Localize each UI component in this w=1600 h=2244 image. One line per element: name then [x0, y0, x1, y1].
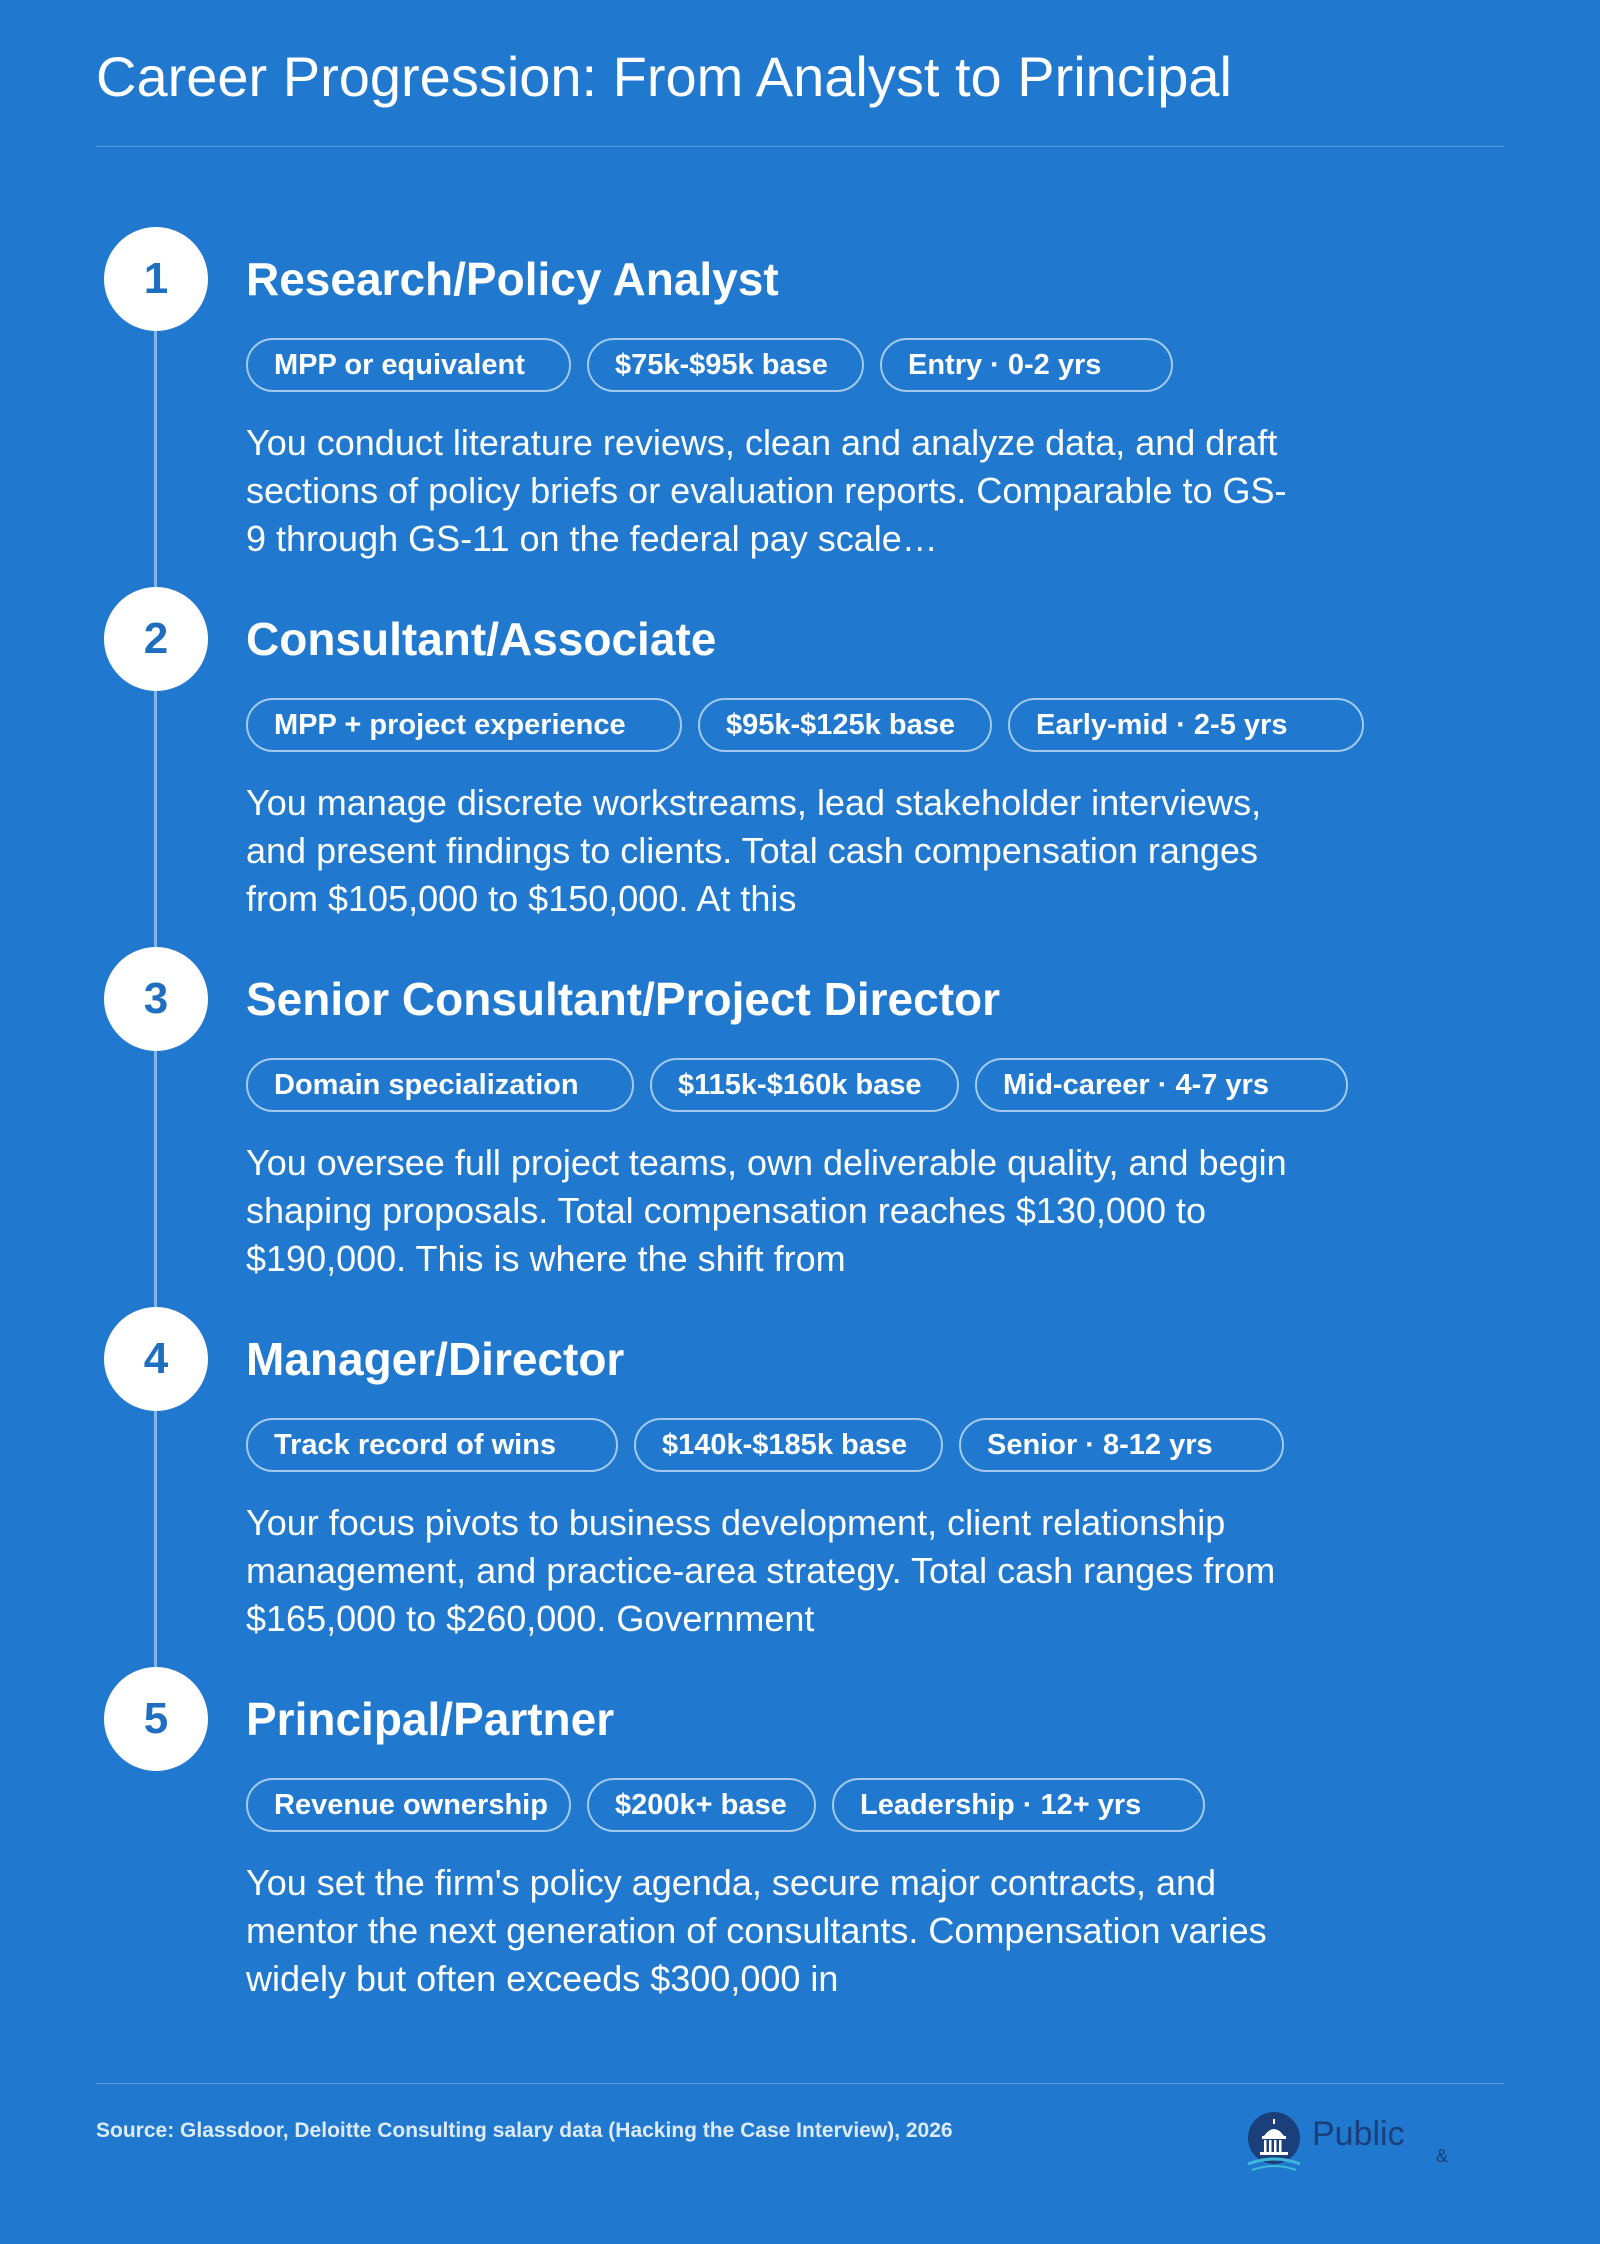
- header-divider: [96, 146, 1504, 147]
- logo: [1244, 2108, 1504, 2178]
- step-description: You manage discrete workstreams, lead stakeholder interviews, and present findings to clients. Total cash compensation ranges from $105,000 to $150,000. At this: [246, 782, 1262, 919]
- step-title: Principal/Partner: [246, 1693, 615, 1745]
- step-tags: [246, 1418, 1284, 1472]
- tag-level: Mid-career · 4-7 yrs: [975, 1058, 1348, 1112]
- tag-level: Entry · 0-2 yrs: [880, 338, 1173, 392]
- step-description: You set the firm's policy agenda, secure major contracts, and mentor the next generation of consultants. Compensation varies widely but often exceeds $300,000 in: [246, 1862, 1267, 1999]
- logo-ampersand: &: [1436, 2146, 1449, 2166]
- logo-text: Public: [1312, 2115, 1405, 2153]
- source-note: Source: Glassdoor, Deloitte Consulting salary data (Hacking the Case Interview), 2026: [96, 2119, 953, 2142]
- step-4: [0, 1307, 1600, 1647]
- step-description: Your focus pivots to business development, client relationship management, and practice-area strategy. Total cash ranges from $165,000 to $260,000. Government: [246, 1502, 1276, 1639]
- tag-level: Leadership · 12+ yrs: [832, 1778, 1205, 1832]
- page-title: Career Progression: From Analyst to Principal: [96, 45, 1232, 108]
- step-number-circle: 4: [104, 1307, 208, 1411]
- step-number-circle: 1: [104, 227, 208, 331]
- step-title: Senior Consultant/Project Director: [246, 973, 1001, 1025]
- step-number-circle: 3: [104, 947, 208, 1051]
- tag-salary: $115k-$160k base: [650, 1058, 959, 1112]
- tag-qualification: Domain specialization: [246, 1058, 634, 1112]
- step-tags: [246, 338, 1173, 392]
- tag-qualification: Revenue ownership: [246, 1778, 571, 1832]
- tag-level: Senior · 8-12 yrs: [959, 1418, 1284, 1472]
- step-tags: [246, 1778, 1205, 1832]
- tag-qualification: MPP or equivalent: [246, 338, 571, 392]
- step-number-circle: 2: [104, 587, 208, 691]
- tag-salary: $140k-$185k base: [634, 1418, 943, 1472]
- step-number-circle: 5: [104, 1667, 208, 1771]
- step-3: [0, 947, 1600, 1287]
- step-title: Consultant/Associate: [246, 613, 717, 665]
- step-tags: [246, 1058, 1348, 1112]
- tag-qualification: MPP + project experience: [246, 698, 682, 752]
- step-title: Manager/Director: [246, 1333, 625, 1385]
- step-description: You conduct literature reviews, clean and analyze data, and draft sections of policy briefs or evaluation reports. Comparable to GS-9 through GS-11 on the federal pay scale…: [246, 422, 1287, 559]
- step-1: [0, 227, 1600, 567]
- capitol-dome-icon: [1244, 2110, 1304, 2176]
- step-tags: [246, 698, 1364, 752]
- tag-salary: $75k-$95k base: [587, 338, 864, 392]
- tag-level: Early-mid · 2-5 yrs: [1008, 698, 1364, 752]
- step-title: Research/Policy Analyst: [246, 253, 779, 305]
- step-description: You oversee full project teams, own deliverable quality, and begin shaping proposals. Total compensation reaches $130,000 to $190,000. This is where the shift from: [246, 1142, 1287, 1279]
- tag-qualification: Track record of wins: [246, 1418, 618, 1472]
- step-5: [0, 1667, 1600, 2007]
- footer-divider: [96, 2083, 1504, 2084]
- step-2: [0, 587, 1600, 927]
- tag-salary: $95k-$125k base: [698, 698, 992, 752]
- tag-salary: $200k+ base: [587, 1778, 816, 1832]
